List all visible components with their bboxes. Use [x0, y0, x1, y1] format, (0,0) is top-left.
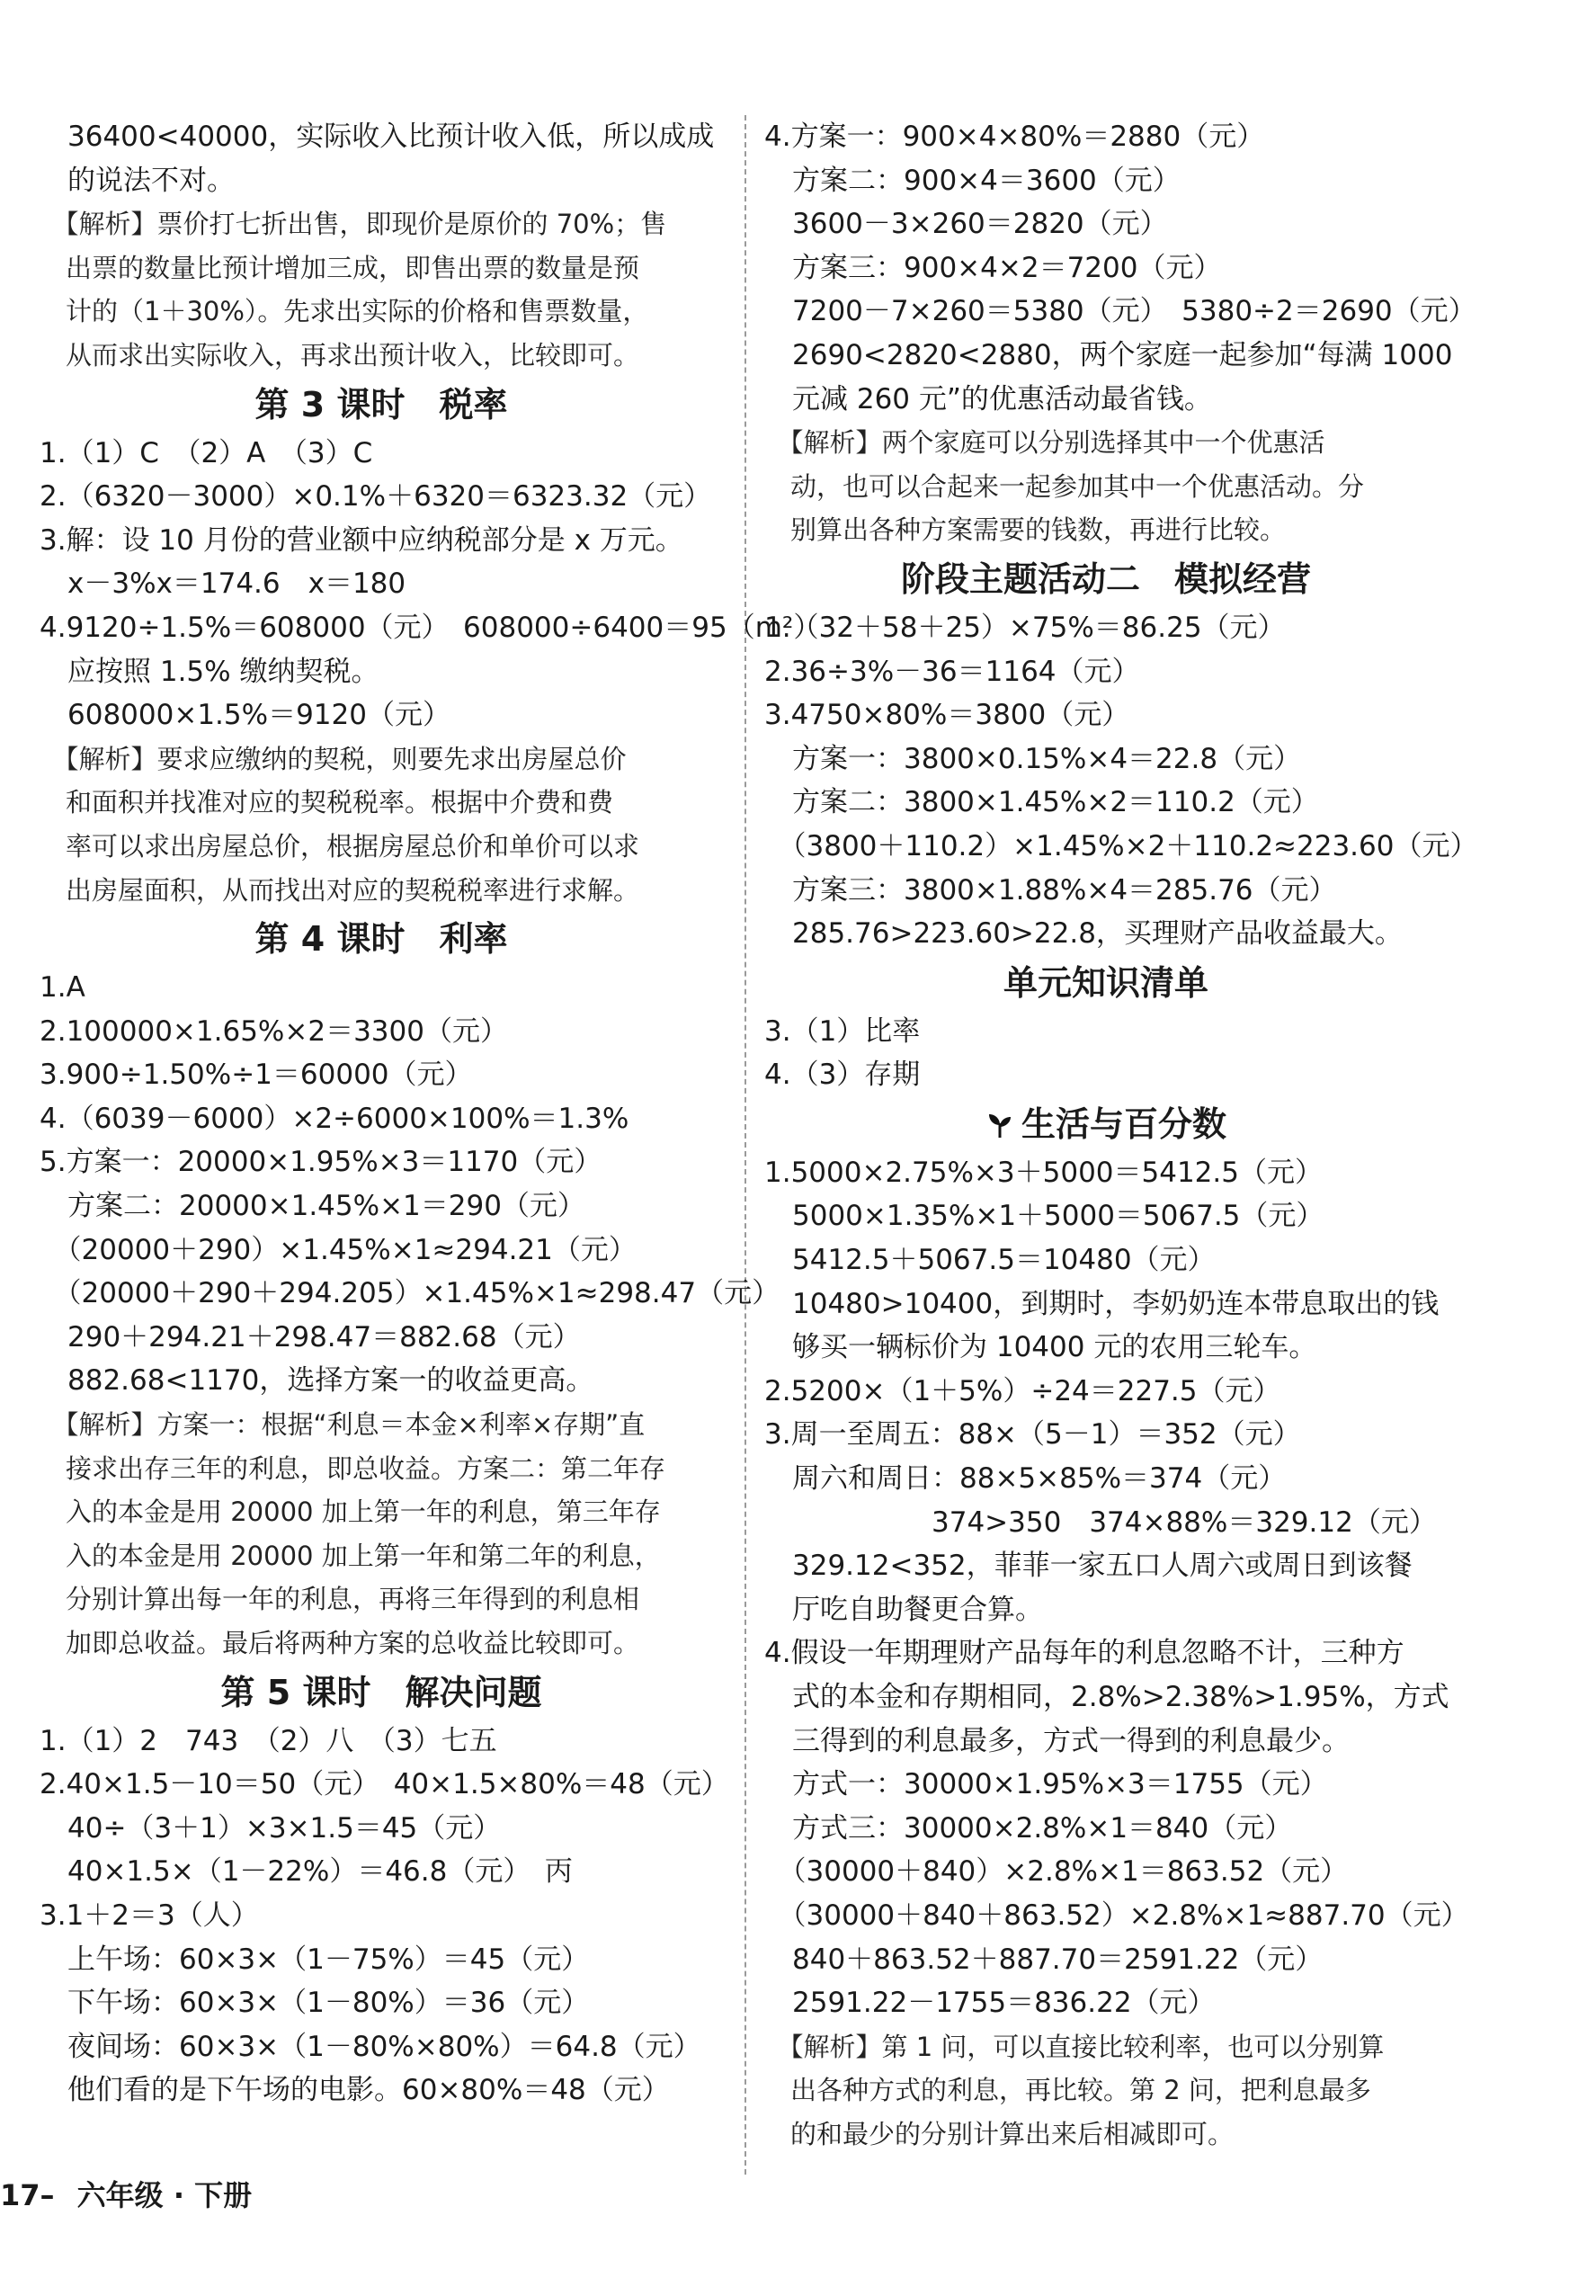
answer-line: （30000＋840＋863.52）×2.8%×1≈887.70（元） — [764, 1898, 1469, 1932]
answer-line: 三得到的利息最多，方式一得到的利息最少。 — [764, 1724, 1350, 1757]
answer-line: 式的本金和存期相同，2.8%>2.38%>1.95%，方式 — [764, 1681, 1449, 1713]
analysis-line: 动，也可以合起来一起参加其中一个优惠活动。分 — [764, 470, 1365, 502]
analysis-line: 率可以求出房屋总价，根据房屋总价和单价可以求 — [40, 830, 640, 862]
answer-line: 840＋863.52＋887.70＝2591.22（元） — [764, 1943, 1324, 1976]
answer-line: 2.5200×（1＋5%）÷24＝227.5（元） — [764, 1374, 1281, 1407]
analysis-line: 计的（1＋30%）。先求出实际的价格和售票数量， — [40, 296, 649, 327]
answer-line: 329.12<352，菲菲一家五口人周六或周日到该餐 — [764, 1550, 1413, 1583]
answer-line: 1.（1）C （2）A （3）C — [40, 436, 373, 469]
analysis-line: 【解析】票价打七折出售，即现价是原价的 70%；售 — [40, 209, 667, 240]
answer-line: 608000×1.5%＝9120（元） — [40, 699, 450, 732]
answer-line: 10480>10400，到期时，李奶奶连本带息取出的钱 — [764, 1287, 1440, 1320]
answer-line: 夜间场：60×3×（1－80%×80%）＝64.8（元） — [40, 2030, 701, 2063]
answer-line: 1.（1）2 743 （2）八 （3）七五 — [40, 1724, 497, 1757]
left-column — [40, 115, 822, 2113]
answer-line: 3.900÷1.50%÷1＝60000（元） — [40, 1059, 473, 1092]
analysis-line: 接求出存三年的利息，即总收益。方案二：第二年存 — [40, 1452, 666, 1484]
analysis-line: 【解析】要求应缴纳的契税，则要先求出房屋总价 — [40, 743, 627, 774]
answer-line: 1.A — [40, 971, 85, 1005]
answer-line: 882.68<1170，选择方案一的收益更高。 — [40, 1364, 594, 1398]
answer-line: 他们看的是下午场的电影。60×80%＝48（元） — [40, 2074, 670, 2107]
answer-line: 40÷（3＋1）×3×1.5＝45（元） — [40, 1811, 502, 1845]
right-column — [764, 115, 1478, 2157]
answer-line: 应按照 1.5% 缴纳契税。 — [40, 655, 379, 688]
answer-line: 2.100000×1.65%×2＝3300（元） — [40, 1014, 508, 1048]
answer-line: 方案三：3800×1.88%×4＝285.76（元） — [764, 873, 1337, 907]
answer-line: 方案二：900×4＝3600（元） — [764, 164, 1181, 197]
answer-line: 方案二：20000×1.45%×1＝290（元） — [40, 1190, 585, 1223]
analysis-line: 【解析】两个家庭可以分别选择其中一个优惠活 — [764, 427, 1325, 459]
page-footer — [0, 2173, 252, 2214]
analysis-line: 出票的数量比预计增加三成，即售出票的数量是预 — [40, 252, 640, 283]
section-heading — [764, 956, 1448, 1010]
section-heading — [40, 1666, 723, 1720]
section-heading — [40, 912, 723, 966]
answer-line: 方案一：3800×0.15%×4＝22.8（元） — [764, 742, 1302, 775]
analysis-line: 入的本金是用 20000 加上第一年的利息，第三年存 — [40, 1496, 661, 1528]
answer-line: 2.36÷3%－36＝1164（元） — [764, 655, 1140, 688]
section-heading — [40, 378, 723, 432]
answer-line: 374>350 374×88%＝329.12（元） — [764, 1505, 1437, 1539]
answer-line: 3600－3×260＝2820（元） — [764, 208, 1168, 241]
analysis-line: 出房屋面积，从而找出对应的契税税率进行求解。 — [40, 874, 640, 906]
answer-line: 4.方案一：900×4×80%＝2880（元） — [764, 121, 1265, 153]
analysis-line: 分别计算出每一年的利息，再将三年得到的利息相 — [40, 1584, 640, 1615]
answer-line: 290＋294.21＋298.47＝882.68（元） — [40, 1320, 581, 1353]
section-heading-text: 生活与百分数 — [1021, 1103, 1226, 1144]
section-heading-text: 第 4 课时 利率 — [254, 919, 508, 960]
answer-line: 2.（6320－3000）×0.1%＋6320＝6323.32（元） — [40, 480, 712, 514]
analysis-line: 加即总收益。最后将两种方案的总收益比较即可。 — [40, 1628, 640, 1658]
answer-line: 3.周一至周五：88×（5－1）＝352（元） — [764, 1418, 1301, 1452]
analysis-line: 从而求出实际收入，再求出预计收入，比较即可。 — [40, 339, 640, 371]
answer-line: （20000＋290）×1.45%×1≈294.21（元） — [40, 1233, 637, 1266]
answer-line: （30000＋840）×2.8%×1＝863.52（元） — [764, 1855, 1349, 1889]
answer-line: 5.方案一：20000×1.95%×3＝1170（元） — [40, 1146, 602, 1179]
answer-line: 4.（3）存期 — [764, 1059, 921, 1092]
answer-line: 36400<40000，实际收入比预计收入低，所以成成 — [40, 121, 715, 153]
answer-line: 4.（6039－6000）×2÷6000×100%＝1.3% — [40, 1102, 629, 1135]
answer-line: 够买一辆标价为 10400 元的农用三轮车。 — [764, 1331, 1317, 1364]
answer-line: 上午场：60×3×（1－75%）＝45（元） — [40, 1943, 590, 1976]
grade-label: 六年级 · 下册 — [76, 2178, 253, 2212]
answer-line: （3800＋110.2）×1.45%×2＋110.2≈223.60（元） — [764, 829, 1478, 862]
answer-line: （20000＋290＋294.205）×1.45%×1≈298.47（元） — [40, 1277, 780, 1310]
answer-line: 方式一：30000×1.95%×3＝1755（元） — [764, 1768, 1328, 1801]
answer-line: 285.76>223.60>22.8，买理财产品收益最大。 — [764, 917, 1403, 951]
page-number: 17– — [0, 2178, 55, 2212]
section-heading-text: 阶段主题活动二 模拟经营 — [900, 558, 1311, 599]
answer-line: 4.9120÷1.5%＝608000（元） 608000÷6400＝95（m²） — [40, 611, 822, 644]
analysis-line: 出各种方式的利息，再比较。第 2 问，把利息最多 — [764, 2075, 1371, 2106]
answer-line: 元减 260 元”的优惠活动最省钱。 — [764, 382, 1212, 415]
section-heading-text: 第 5 课时 解决问题 — [220, 1672, 542, 1712]
answer-line: x－3%x＝174.6 x＝180 — [40, 567, 406, 601]
answer-line: 5000×1.35%×1＋5000＝5067.5（元） — [764, 1200, 1324, 1233]
answer-line: 3.4750×80%＝3800（元） — [764, 699, 1130, 732]
analysis-line: 【解析】方案一：根据“利息＝本金×利率×存期”直 — [40, 1409, 646, 1441]
section-heading-text: 单元知识清单 — [1003, 962, 1208, 1003]
analysis-line: 入的本金是用 20000 加上第一年和第二年的利息， — [40, 1540, 661, 1571]
answer-line: 方案三：900×4×2＝7200（元） — [764, 251, 1222, 284]
section-heading — [764, 552, 1448, 606]
section-heading — [764, 1097, 1448, 1151]
answer-line: 的说法不对。 — [40, 164, 235, 197]
answer-line: 下午场：60×3×（1－80%）＝36（元） — [40, 1987, 590, 2020]
answer-line: 3.解：设 10 月份的营业额中应纳税部分是 x 万元。 — [40, 523, 683, 557]
leaf-icon — [985, 1111, 1014, 1139]
analysis-line: 【解析】第 1 问，可以直接比较利率，也可以分别算 — [764, 2031, 1385, 2062]
answer-line: 3.（1）比率 — [764, 1014, 921, 1048]
answer-line: 7200－7×260＝5380（元） 5380÷2＝2690（元） — [764, 295, 1476, 328]
answer-line: 5412.5＋5067.5＝10480（元） — [764, 1244, 1216, 1277]
answer-line: 1.5000×2.75%×3＋5000＝5412.5（元） — [764, 1156, 1323, 1189]
answer-line: 40×1.5×（1－22%）＝46.8（元） 丙 — [40, 1855, 573, 1889]
answer-line: 2690<2820<2880，两个家庭一起参加“每满 1000 — [764, 338, 1453, 371]
column-divider — [745, 115, 746, 2175]
answer-line: 2591.22－1755＝836.22（元） — [764, 1987, 1216, 2020]
answer-line: 2.40×1.5－10＝50（元） 40×1.5×80%＝48（元） — [40, 1768, 729, 1801]
analysis-line: 别算出各种方案需要的钱数，再进行比较。 — [764, 514, 1287, 546]
answer-line: 4.假设一年期理财产品每年的利息忽略不计，三种方 — [764, 1637, 1404, 1670]
analysis-line: 和面积并找准对应的契税税率。根据中介费和费 — [40, 787, 614, 818]
section-heading-text: 第 3 课时 税率 — [254, 384, 508, 424]
answer-line: 周六和周日：88×5×85%＝374（元） — [764, 1462, 1287, 1496]
answer-line: 方式三：30000×2.8%×1＝840（元） — [764, 1811, 1293, 1845]
analysis-line: 的和最少的分别计算出来后相减即可。 — [764, 2118, 1235, 2149]
answer-line: 方案二：3800×1.45%×2＝110.2（元） — [764, 786, 1319, 819]
answer-line: 3.1＋2＝3（人） — [40, 1898, 259, 1932]
answer-line: 厅吃自助餐更合算。 — [764, 1593, 1043, 1626]
answer-line: 1.（32＋58＋25）×75%＝86.25（元） — [764, 611, 1286, 644]
